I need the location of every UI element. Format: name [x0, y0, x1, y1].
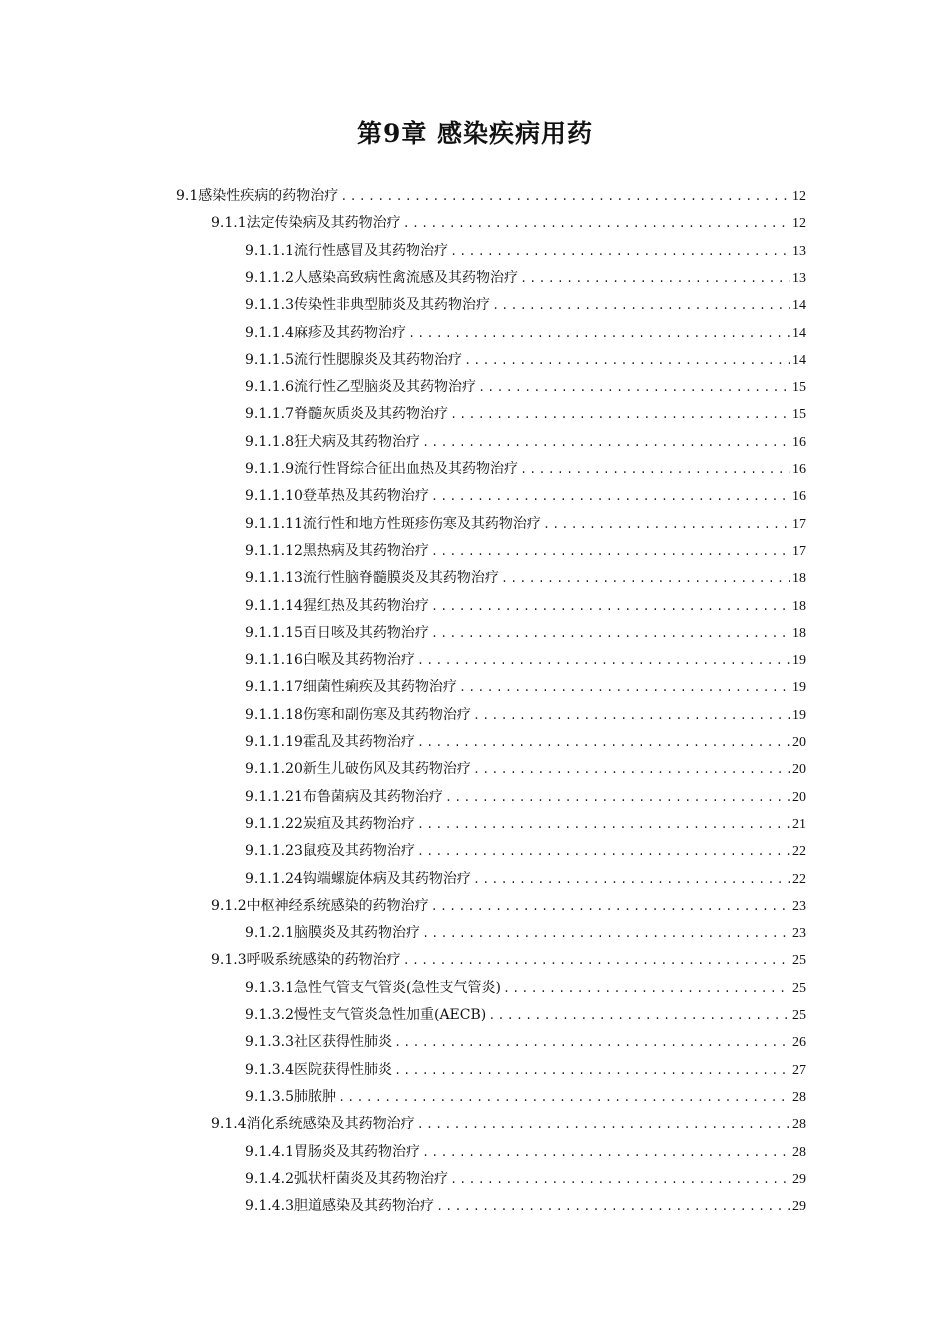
toc-entry-page: 28 [792, 1145, 806, 1160]
toc-entry-label: 9.1.1.4麻疹及其药物治疗 [245, 325, 406, 341]
toc-entry-label: 9.1.1.6流行性乙型脑炎及其药物治疗 [245, 379, 476, 395]
toc-entry-page: 13 [792, 271, 806, 286]
toc-entry[interactable] [245, 784, 806, 811]
toc-entry[interactable] [245, 838, 806, 865]
toc-entry-page: 28 [792, 1117, 806, 1132]
toc-entry-page: 17 [792, 544, 806, 559]
toc-entry[interactable] [245, 320, 806, 347]
toc-entry-label: 9.1.3.4医院获得性肺炎 [245, 1062, 392, 1078]
toc-entry[interactable] [211, 210, 806, 237]
toc-entry[interactable] [245, 456, 806, 483]
toc-entry-page: 20 [792, 762, 806, 777]
toc-leader-dots [394, 1058, 790, 1085]
toc-entry-label: 9.1.3呼吸系统感染的药物治疗 [211, 952, 401, 968]
toc-entry-page: 25 [792, 953, 806, 968]
toc-entry-label: 9.1.1法定传染病及其药物治疗 [211, 215, 401, 231]
toc-entry-page: 25 [792, 981, 806, 996]
toc-entry-page: 27 [792, 1063, 806, 1078]
toc-entry-page: 14 [792, 326, 806, 341]
toc-entry-page: 23 [792, 926, 806, 941]
toc-leader-dots [417, 648, 790, 675]
toc-entry-page: 17 [792, 517, 806, 532]
toc-leader-dots [338, 1085, 790, 1112]
toc-entry[interactable] [245, 1166, 806, 1193]
toc-entry-page: 28 [792, 1090, 806, 1105]
toc-leader-dots [417, 730, 790, 757]
toc-entry-label: 9.1.1.23鼠疫及其药物治疗 [245, 843, 415, 859]
toc-entry[interactable] [245, 538, 806, 565]
toc-entry-page: 29 [792, 1172, 806, 1187]
toc-entry[interactable] [245, 401, 806, 428]
toc-entry-label: 9.1.1.7脊髓灰质炎及其药物治疗 [245, 406, 448, 422]
toc-entry[interactable] [245, 729, 806, 756]
toc-entry-label: 9.1.1.2人感染高致病性禽流感及其药物治疗 [245, 270, 518, 286]
toc-entry-page: 14 [792, 298, 806, 313]
toc-entry-label: 9.1.1.10登革热及其药物治疗 [245, 488, 429, 504]
toc-entry[interactable] [245, 483, 806, 510]
toc-leader-dots [431, 484, 790, 511]
toc-leader-dots [520, 266, 790, 293]
toc-leader-dots [422, 921, 790, 948]
toc-entry-page: 19 [792, 708, 806, 723]
toc-leader-dots [501, 566, 790, 593]
toc-leader-dots [450, 239, 790, 266]
toc-entry-page: 13 [792, 244, 806, 259]
toc-entry-page: 12 [792, 189, 806, 204]
toc-leader-dots [436, 1194, 790, 1221]
toc-entry[interactable] [245, 866, 806, 893]
toc-entry[interactable] [245, 347, 806, 374]
toc-entry-label: 9.1.1.1流行性感冒及其药物治疗 [245, 243, 448, 259]
toc-entry[interactable] [245, 429, 806, 456]
toc-leader-dots [403, 948, 790, 975]
toc-leader-dots [417, 839, 790, 866]
toc-entry-label: 9.1.2.1脑膜炎及其药物治疗 [245, 925, 420, 941]
toc-entry-label: 9.1.1.22炭疽及其药物治疗 [245, 816, 415, 832]
toc-leader-dots [431, 539, 790, 566]
toc-entry[interactable] [245, 1002, 806, 1029]
toc-leader-dots [431, 594, 790, 621]
toc-leader-dots [473, 867, 790, 894]
toc-entry-page: 12 [792, 216, 806, 231]
toc-entry-page: 29 [792, 1199, 806, 1214]
toc-entry-page: 20 [792, 790, 806, 805]
toc-leader-dots [417, 1112, 790, 1139]
toc-leader-dots [394, 1030, 790, 1057]
toc-entry-label: 9.1.4.1胃肠炎及其药物治疗 [245, 1144, 420, 1160]
toc-entry-label: 9.1.1.19霍乱及其药物治疗 [245, 734, 415, 750]
toc-leader-dots [543, 512, 790, 539]
toc-leader-dots [340, 184, 790, 211]
toc-entry-label: 9.1.1.18伤寒和副伤寒及其药物治疗 [245, 707, 471, 723]
toc-entry-label: 9.1.3.5肺脓肿 [245, 1089, 336, 1105]
toc-leader-dots [473, 757, 790, 784]
toc-entry[interactable] [245, 756, 806, 783]
toc-entry-label: 9.1.1.11流行性和地方性斑疹伤寒及其药物治疗 [245, 516, 541, 532]
toc-leader-dots [503, 976, 790, 1003]
toc-entry-label: 9.1.1.15百日咳及其药物治疗 [245, 625, 429, 641]
toc-entry[interactable] [245, 238, 806, 265]
toc-entry[interactable] [245, 620, 806, 647]
toc-leader-dots [408, 321, 790, 348]
toc-entry[interactable] [211, 947, 806, 974]
toc-entry-page: 15 [792, 380, 806, 395]
toc-entry[interactable] [245, 647, 806, 674]
toc-leader-dots [492, 293, 790, 320]
toc-entry-page: 16 [792, 435, 806, 450]
toc-entry[interactable] [245, 374, 806, 401]
toc-entry[interactable] [245, 1193, 806, 1220]
toc-leader-dots [431, 621, 790, 648]
toc-entry-label: 9.1.1.21布鲁菌病及其药物治疗 [245, 789, 443, 805]
toc-entry[interactable] [245, 292, 806, 319]
toc-entry-page: 20 [792, 735, 806, 750]
toc-entry-page: 25 [792, 1008, 806, 1023]
toc-entry[interactable] [245, 593, 806, 620]
toc-entry-label: 9.1.1.5流行性腮腺炎及其药物治疗 [245, 352, 462, 368]
toc-entry-label: 9.1.1.17细菌性痢疾及其药物治疗 [245, 679, 457, 695]
toc-entry[interactable] [245, 975, 806, 1002]
toc-leader-dots [450, 402, 790, 429]
toc-entry-page: 16 [792, 462, 806, 477]
toc-entry-label: 9.1.1.14猩红热及其药物治疗 [245, 598, 429, 614]
toc-entry[interactable] [245, 1084, 806, 1111]
toc-entry-page: 26 [792, 1035, 806, 1050]
page-title: 第9章 感染疾病用药 [356, 119, 594, 148]
toc-entry[interactable] [211, 1111, 806, 1138]
toc-entry-page: 23 [792, 899, 806, 914]
toc-entry-label: 9.1.1.8狂犬病及其药物治疗 [245, 434, 420, 450]
toc-entry-label: 9.1感染性疾病的药物治疗 [176, 188, 339, 204]
toc-entry-page: 19 [792, 680, 806, 695]
toc-entry-page: 15 [792, 407, 806, 422]
toc-leader-dots [417, 812, 790, 839]
toc-entry-label: 9.1.1.12黑热病及其药物治疗 [245, 543, 429, 559]
toc-entry-page: 22 [792, 844, 806, 859]
toc-entry[interactable] [245, 1029, 806, 1056]
toc-leader-dots [459, 675, 790, 702]
toc-entry-label: 9.1.4.3胆道感染及其药物治疗 [245, 1198, 434, 1214]
toc-entry-label: 9.1.3.2慢性支气管炎急性加重(AECB) [245, 1007, 487, 1023]
toc-leader-dots [473, 703, 790, 730]
toc-leader-dots [478, 375, 790, 402]
toc-entry[interactable] [176, 183, 806, 210]
toc-entry-label: 9.1.2中枢神经系统感染的药物治疗 [211, 898, 429, 914]
toc-entry[interactable] [245, 920, 806, 947]
toc-entry-label: 9.1.1.13流行性脑脊髓膜炎及其药物治疗 [245, 570, 499, 586]
toc-entry[interactable] [245, 674, 806, 701]
toc-entry-label: 9.1.1.9流行性肾综合征出血热及其药物治疗 [245, 461, 518, 477]
toc-leader-dots [445, 785, 790, 812]
toc-entry[interactable] [245, 811, 806, 838]
toc-entry-label: 9.1.1.24钩端螺旋体病及其药物治疗 [245, 871, 471, 887]
toc-leader-dots [422, 430, 790, 457]
toc-leader-dots [431, 894, 790, 921]
toc-entry-page: 16 [792, 489, 806, 504]
toc-entry-page: 18 [792, 599, 806, 614]
toc-entry-label: 9.1.1.3传染性非典型肺炎及其药物治疗 [245, 297, 490, 313]
toc-entry[interactable] [245, 565, 806, 592]
toc-entry-label: 9.1.4.2弧状杆菌炎及其药物治疗 [245, 1171, 448, 1187]
toc-entry-page: 18 [792, 626, 806, 641]
toc-entry[interactable] [211, 893, 806, 920]
toc-entry-page: 22 [792, 872, 806, 887]
toc-entry-label: 9.1.3.3社区获得性肺炎 [245, 1034, 392, 1050]
toc-entry[interactable] [245, 702, 806, 729]
toc-entry[interactable] [245, 1139, 806, 1166]
toc-leader-dots [488, 1003, 790, 1030]
toc-entry-page: 18 [792, 571, 806, 586]
toc-leader-dots [422, 1140, 790, 1167]
toc-entry[interactable] [245, 511, 806, 538]
toc-entry-page: 21 [792, 817, 806, 832]
toc-entry-page: 19 [792, 653, 806, 668]
toc-entry[interactable] [245, 1057, 806, 1084]
toc-entry-label: 9.1.1.20新生儿破伤风及其药物治疗 [245, 761, 471, 777]
toc-leader-dots [464, 348, 790, 375]
toc-leader-dots [403, 211, 790, 238]
toc-leader-dots [450, 1167, 790, 1194]
toc-entry-page: 14 [792, 353, 806, 368]
toc-leader-dots [520, 457, 790, 484]
toc-entry[interactable] [245, 265, 806, 292]
toc-entry-label: 9.1.4消化系统感染及其药物治疗 [211, 1116, 415, 1132]
toc-entry-label: 9.1.3.1急性气管支气管炎(急性支气管炎) [245, 980, 501, 996]
toc-entry-label: 9.1.1.16白喉及其药物治疗 [245, 652, 415, 668]
